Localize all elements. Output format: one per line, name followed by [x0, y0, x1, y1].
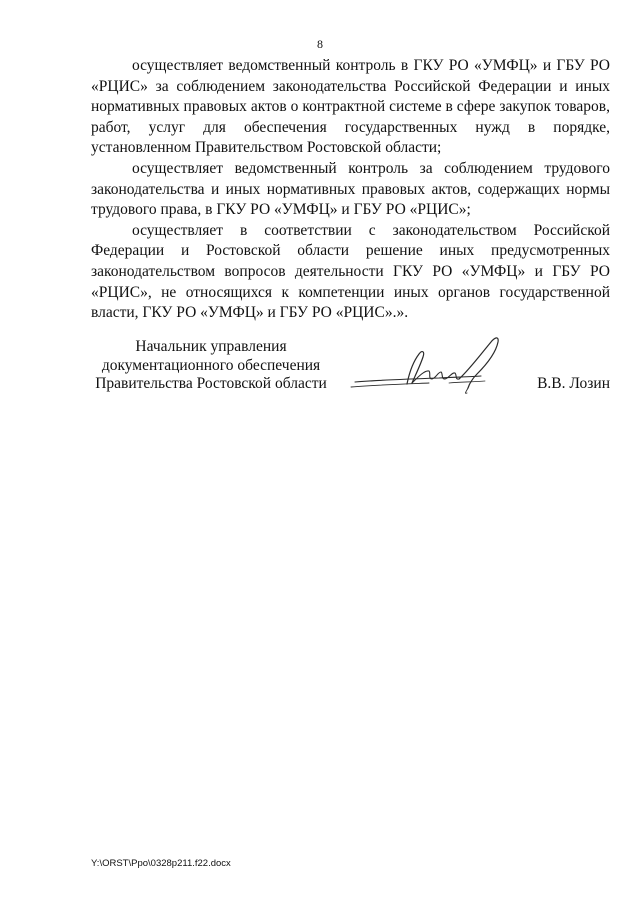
signatory-title-line: Правительства Ростовской области	[95, 375, 327, 392]
paragraph: осуществляет ведомственный контроль за соблюдением трудового законодательства и иных нормативных правовых актов, содержащих нормы трудового права, в ГКУ РО «УМФЦ» и ГБУ РО «РЦИС»;	[91, 159, 610, 219]
signature-block	[91, 338, 610, 408]
document-body	[91, 56, 610, 324]
paragraph: осуществляет в соответствии с законодательством Российской Федерации и Ростовской области решение иных предусмотренных законодательством вопросов деятельности ГКУ РО «УМФЦ» и ГБУ РО «РЦИС», не относящихся к компетенции иных органов государственной власти, ГКУ РО «УМФЦ» и ГБУ РО «РЦИС».».	[91, 221, 610, 322]
signatory-title-line: документационного обеспечения	[101, 356, 321, 374]
signatory-title-line: Начальник управления	[135, 338, 287, 355]
signatory-title	[91, 338, 331, 394]
page-number: 8	[317, 37, 323, 51]
handwritten-signature	[349, 330, 514, 405]
paragraph: осуществляет ведомственный контроль в ГКУ РО «УМФЦ» и ГБУ РО «РЦИС» за соблюдением законодательства Российской Федерации и иных нормативных правовых актов о контрактной системе в сфере закупок товаров, работ, услуг для обеспечения государственных нужд в порядке, установленном Правительством Ростовской области;	[91, 57, 610, 157]
file-path-footer: Y:\ORST\Ppo\0328p211.f22.docx	[91, 858, 231, 869]
signatory-name: В.В. Лозин	[537, 375, 610, 392]
